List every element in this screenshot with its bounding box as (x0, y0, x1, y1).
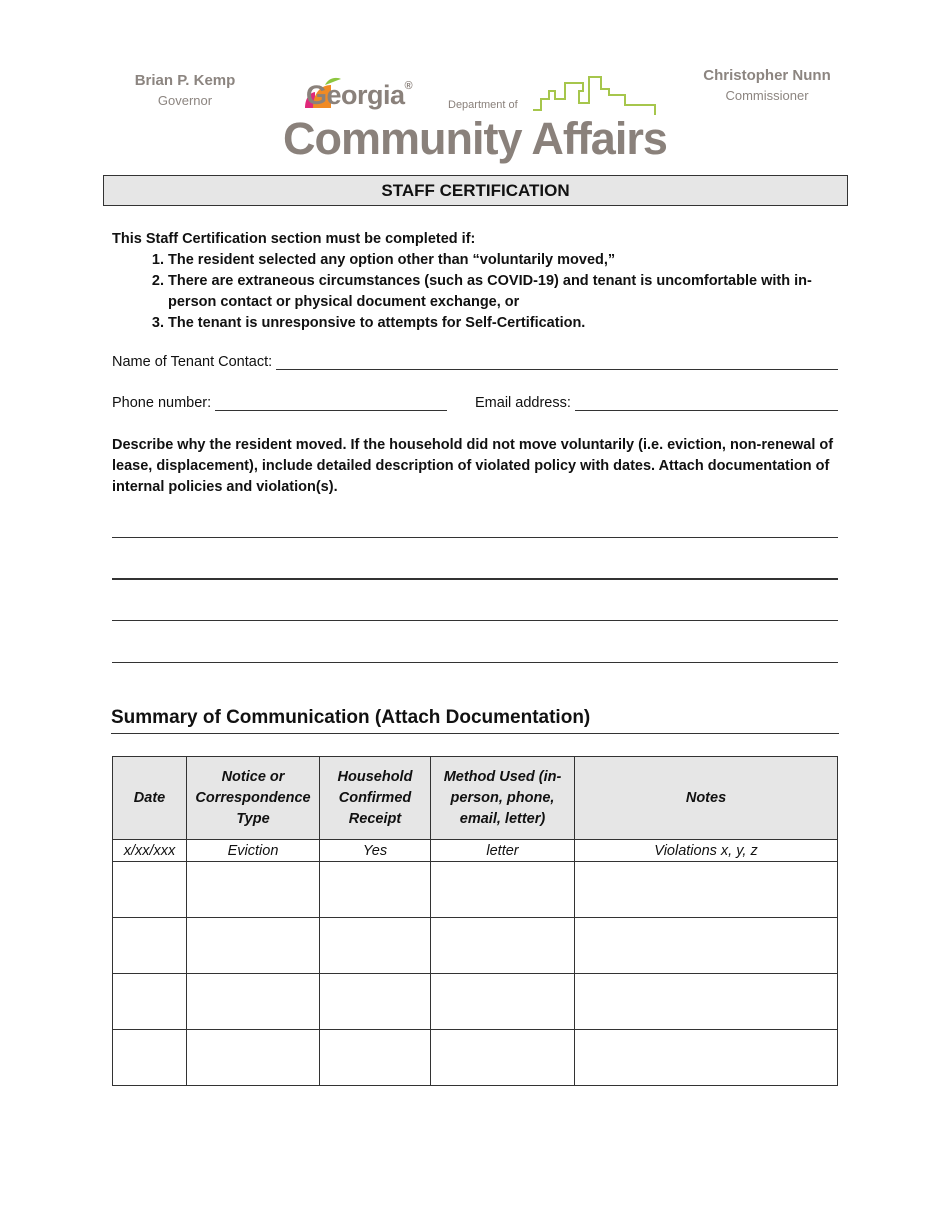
logo-dept-text: Department of (448, 99, 518, 111)
list-item: 1. The resident selected any option other than “voluntarily moved,” (168, 250, 842, 271)
cell-notes[interactable] (575, 918, 838, 974)
cell-date: x/xx/xxx (113, 840, 187, 862)
intro-list (112, 250, 842, 334)
cell-notes[interactable] (575, 862, 838, 918)
cell-confirmed-receipt[interactable] (320, 862, 431, 918)
table-row (113, 840, 838, 862)
cell-date[interactable] (113, 1030, 187, 1086)
header-notice-type: Notice or Correspondence Type (187, 757, 320, 840)
commissioner-title: Commissioner (725, 88, 809, 103)
list-item: 3. The tenant is unresponsive to attempts for Self-Certification. (168, 313, 842, 334)
description-line-2[interactable] (112, 578, 838, 580)
list-item: 2. There are extraneous circumstances (such as COVID-19) and tenant is uncomfortable with in-person contact or physical document exchange, or (168, 271, 842, 313)
email-field (475, 394, 838, 411)
dca-logo (283, 63, 668, 167)
governor-title: Governor (157, 93, 213, 108)
cell-method-used[interactable] (431, 974, 575, 1030)
phone-label: Phone number: (112, 395, 212, 411)
phone-input[interactable] (215, 394, 447, 411)
cell-confirmed-receipt[interactable] (320, 974, 431, 1030)
header-confirmed-receipt: Household Confirmed Receipt (320, 757, 431, 840)
email-input[interactable] (575, 394, 838, 411)
describe-instructions: Describe why the resident moved. If the household did not move voluntarily (i.e. eviction, non-renewal of lease, displacement), include detailed description of violated policy with dates. Attach documentation of internal policies and violation(s). (112, 437, 834, 495)
description-line-3[interactable] (112, 620, 838, 621)
cell-date[interactable] (113, 862, 187, 918)
table-row (113, 918, 838, 974)
cell-notice-type[interactable] (187, 862, 320, 918)
commissioner-block (694, 67, 840, 103)
governor-block (124, 72, 246, 108)
summary-heading: Summary of Communication (Attach Documentation) (111, 707, 839, 734)
description-line-1[interactable] (112, 537, 838, 538)
cell-confirmed-receipt[interactable] (320, 918, 431, 974)
cell-date[interactable] (113, 974, 187, 1030)
phone-field (112, 394, 447, 411)
cell-method-used[interactable] (431, 918, 575, 974)
cell-notes[interactable] (575, 1030, 838, 1086)
intro-section (112, 229, 842, 334)
table-row (113, 1030, 838, 1086)
cell-notice-type: Eviction (187, 840, 320, 862)
commissioner-name: Christopher Nunn (703, 67, 831, 84)
table-header-row (113, 757, 838, 840)
header-date: Date (113, 757, 187, 840)
cell-notice-type[interactable] (187, 974, 320, 1030)
tenant-contact-label: Name of Tenant Contact: (112, 354, 273, 370)
table-row (113, 862, 838, 918)
cell-confirmed-receipt: Yes (320, 840, 431, 862)
logo-georgia-text: Georgia® (306, 80, 413, 110)
logo-community-affairs-text: Community Affairs (283, 113, 667, 164)
header-method-used: Method Used (in-person, phone, email, letter) (431, 757, 575, 840)
table-row (113, 974, 838, 1030)
cell-notice-type[interactable] (187, 918, 320, 974)
header-notes: Notes (575, 757, 838, 840)
governor-name: Brian P. Kemp (134, 72, 236, 89)
email-label: Email address: (475, 395, 571, 411)
cell-method-used: letter (431, 840, 575, 862)
cell-notes[interactable] (575, 974, 838, 1030)
page-title: STAFF CERTIFICATION (103, 175, 848, 206)
cell-notice-type[interactable] (187, 1030, 320, 1086)
communication-table (112, 756, 838, 1086)
cell-confirmed-receipt[interactable] (320, 1030, 431, 1086)
intro-lead: This Staff Certification section must be completed if: (112, 231, 476, 247)
tenant-contact-input[interactable] (276, 353, 838, 370)
cell-method-used[interactable] (431, 862, 575, 918)
tenant-contact-field (112, 353, 838, 370)
description-line-4[interactable] (112, 662, 838, 663)
cell-notes: Violations x, y, z (575, 840, 838, 862)
cell-date[interactable] (113, 918, 187, 974)
cell-method-used[interactable] (431, 1030, 575, 1086)
